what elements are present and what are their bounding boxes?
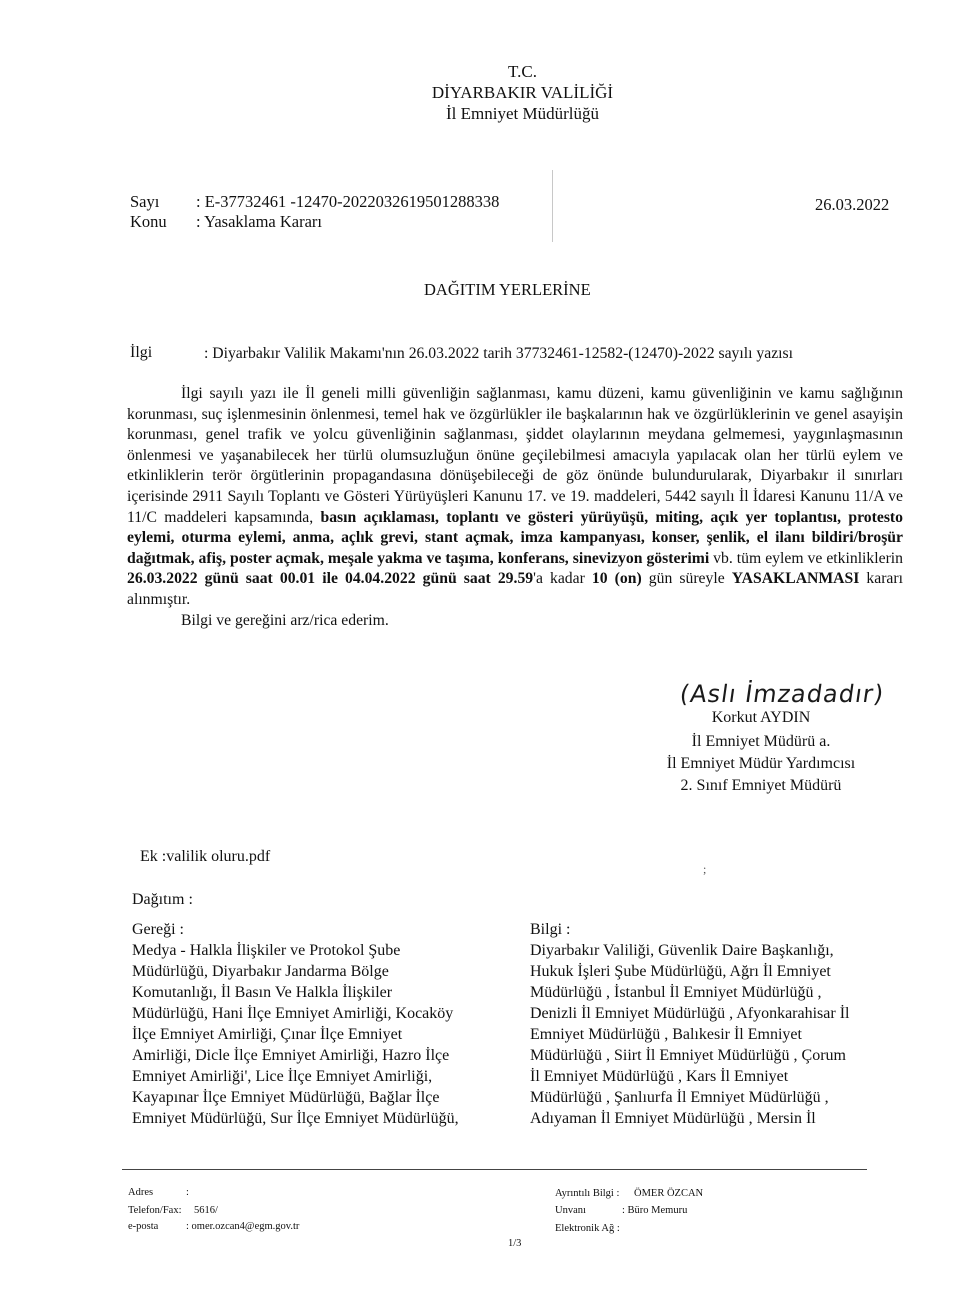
body-text-mid2: 'a kadar (533, 570, 592, 588)
gerek-line: Emniyet Amirliği', Lice İlçe Emniyet Amirliği, (132, 1068, 433, 1085)
body-text (127, 384, 903, 631)
footer-tel-label: Telefon/Fax: (128, 1205, 182, 1216)
ilgi-label: İlgi (130, 344, 153, 361)
body-banned-activities: basın açıklaması, toplantı ve gösteri yürüyüşü, miting, açık yer toplantısı, protesto eylemi, oturma eylemi, anma, açlık grevi, stant açmak, imza kampanyası, konser, şenlik, el ilanı bildiri/broşür dağıtmak, afiş, poster açmak, meşale yakma ve taşıma, konferans, sinevizyon gösterimi (127, 508, 903, 567)
document-date: 26.03.2022 (815, 195, 890, 214)
gerek-line: Kayapınar İlçe Emniyet Müdürlüğü, Bağlar İlçe (132, 1089, 440, 1106)
bilgi-line: Müdürlüğü , Siirt İl Emniyet Müdürlüğü , Çorum (530, 1047, 846, 1064)
sayi-label: Sayı (130, 192, 160, 211)
signer-name: Korkut AYDIN (711, 709, 811, 726)
gerek-line: İlçe Emniyet Amirliği, Çınar İlçe Emniyet (132, 1026, 403, 1043)
gerek-label: Gereği : (132, 921, 184, 938)
signer-title-3: 2. Sınıf Emniyet Müdürü (680, 777, 842, 794)
gerek-line: Müdürlüğü, Hani İlçe Emniyet Amirliği, Kocaköy (132, 1005, 454, 1022)
header-governorship: DİYARBAKIR VALİLİĞİ (431, 83, 614, 102)
page-number: 1/3 (508, 1238, 522, 1249)
body-ban-period: 26.03.2022 günü saat 00.01 ile 04.04.2022 günü saat 29.59 (127, 570, 534, 588)
gerek-line: Müdürlüğü, Diyarbakır Jandarma Bölge (132, 963, 389, 980)
footer-email-value: : omer.ozcan4@egm.gov.tr (186, 1221, 300, 1232)
konu-label: Konu (130, 212, 167, 231)
body-text-end: kararı alınmıştır. (127, 570, 903, 608)
body-ban-days: 10 (on) (591, 570, 642, 588)
footer-adres-value: : (186, 1187, 189, 1198)
footer-adres-label: Adres (128, 1187, 154, 1198)
scan-mark: ; (703, 862, 707, 876)
body-paragraph (127, 384, 903, 611)
bilgi-label: Bilgi : (530, 921, 571, 938)
bilgi-line: Denizli İl Emniyet Müdürlüğü , Afyonkarahisar İl (530, 1005, 850, 1022)
bilgi-line: Diyarbakır Valiliği, Güvenlik Daire Başkanlığı, (530, 942, 834, 959)
header-tc: T.C. (508, 62, 537, 81)
gerek-line: Amirliği, Dicle İlçe Emniyet Amirliği, Hazro İlçe (132, 1047, 450, 1064)
bilgi-column (530, 919, 910, 1129)
gerek-column (132, 919, 512, 1129)
body-text-plain: İlgi sayılı yazı ile İl geneli milli güvenliğin sağlanması, kamu düzeni, kamu güvenliğinin ve kamu sağlığının korunması, suç işlenmesinin önlenmesi, temel hak ve özgürlükler ile başkalarının hak ve özgürlüklerinin ve genel asayişin korunması, genel trafik ve yolcu güvenliğinin sağlanması, şiddet olaylarının meydana gelmemesi, yaygınlaşmasının önlenmesi ve yaşanabilecek her türlü olumsuzluğun önüne geçilebilmesi amacıyla yapılacak olan her türlü eylem ve etkinliklerin terör örgütlerinin propagandasına dönüşebileceği de göz önünde bulundurularak, Diyarbakır il sınırları içerisinde 2911 Sayılı Toplantı ve Gösteri Yürüyüşleri Kanunu 17. ve 19. maddeleri, 5442 sayılı İl İdaresi Kanunu 11/A ve 11/C maddeleri kapsamında, (127, 385, 903, 526)
bilgi-line: Müdürlüğü , Şanlıurfa İl Emniyet Müdürlüğü , (530, 1089, 829, 1106)
body-text-mid: vb. tüm eylem ve etkinliklerin (709, 549, 904, 567)
footer-email-label: e-posta (128, 1221, 159, 1232)
bilgi-line: Emniyet Müdürlüğü , Balıkesir İl Emniyet (530, 1026, 802, 1043)
signer-title-2: İl Emniyet Müdür Yardımcısı (666, 755, 856, 772)
footer-contact-value: ÖMER ÖZCAN (634, 1188, 704, 1199)
closing-sentence: Bilgi ve gereğini arz/rica ederim. (181, 611, 389, 629)
footer-network-label: Elektronik Ağ : (555, 1223, 620, 1234)
footer-divider (122, 1169, 867, 1170)
footer-contact-label: Ayrıntılı Bilgi : (555, 1188, 620, 1199)
recipient-heading: DAĞITIM YERLERİNE (424, 280, 591, 299)
footer-title-label: Unvanı (555, 1205, 586, 1216)
body-ban-decision: YASAKLANMASI (731, 570, 860, 588)
footer-title-value: : Büro Memuru (622, 1205, 688, 1216)
bilgi-line: Hukuk İşleri Şube Müdürlüğü, Ağrı İl Emniyet (530, 963, 831, 980)
header-divider (552, 170, 553, 242)
footer-tel-value: 5616/ (194, 1205, 218, 1216)
gerek-line: Komutanlığı, İl Basın Ve Halkla İlişkiler (132, 984, 393, 1001)
handwritten-note: (Aslı İmzadadır) (678, 680, 887, 708)
sayi-value: : E-37732461 -12470-2022032619501288338 (196, 192, 500, 211)
body-text-mid3: gün süreyle (641, 570, 732, 588)
bilgi-line: Adıyaman İl Emniyet Müdürlüğü , Mersin İl (530, 1110, 816, 1127)
ilgi-value: : Diyarbakır Valilik Makamı'nın 26.03.2022 tarih 37732461-12582-(12470)-2022 sayılı yazısı (204, 345, 793, 362)
bilgi-line: İl Emniyet Müdürlüğü , Kars İl Emniyet (530, 1068, 789, 1085)
gerek-line: Medya - Halkla İlişkiler ve Protokol Şube (132, 942, 401, 959)
konu-value: : Yasaklama Kararı (196, 212, 323, 231)
gerek-line: Emniyet Müdürlüğü, Sur İlçe Emniyet Müdürlüğü, (132, 1110, 459, 1127)
header-directorate: İl Emniyet Müdürlüğü (446, 104, 599, 123)
distribution-label: Dağıtım : (132, 891, 193, 908)
signer-title-1: İl Emniyet Müdürü a. (691, 733, 831, 750)
bilgi-line: Müdürlüğü , İstanbul İl Emniyet Müdürlüğü , (530, 984, 822, 1001)
attachment-line: Ek :valilik oluru.pdf (140, 848, 271, 865)
